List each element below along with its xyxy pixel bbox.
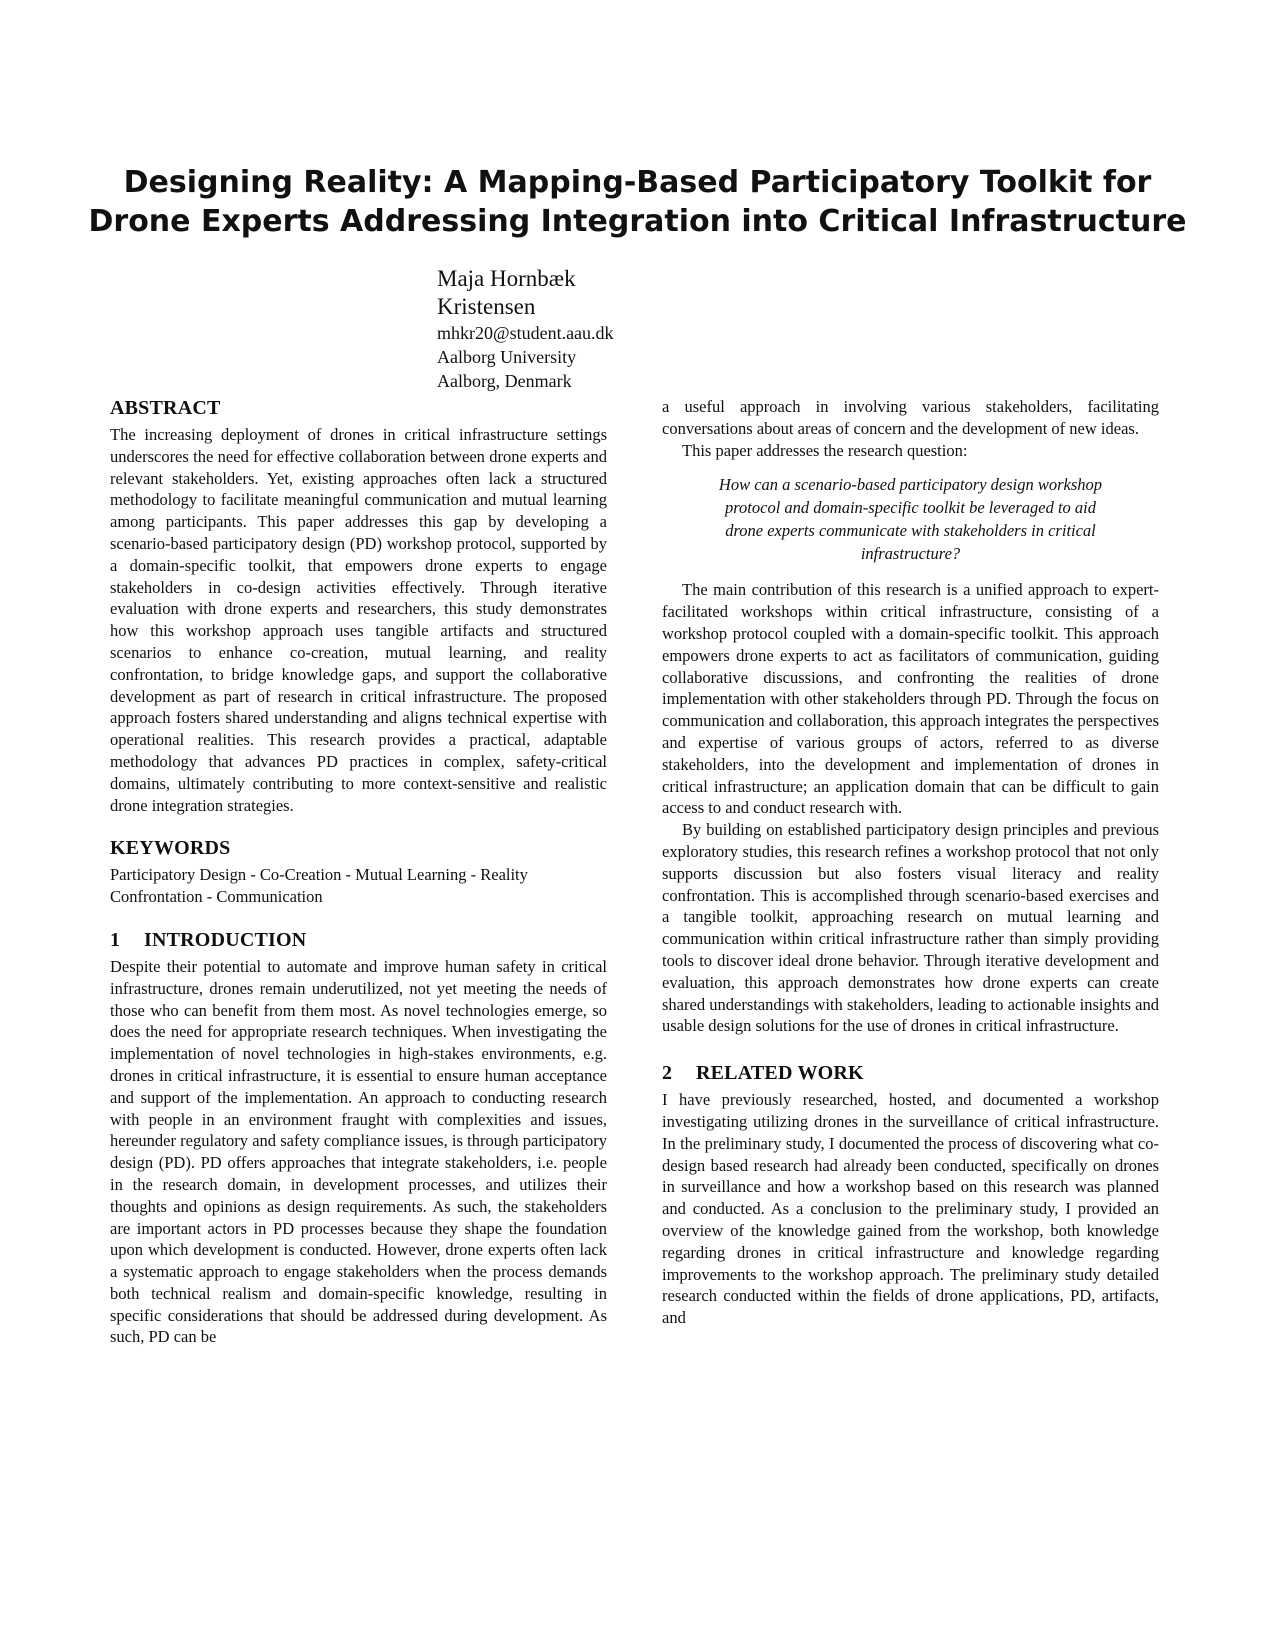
author-email: mhkr20@student.aau.dk	[437, 323, 614, 343]
left-column	[110, 396, 607, 1348]
keywords-heading: KEYWORDS	[110, 837, 231, 860]
author-block	[437, 265, 837, 393]
introduction-paragraph-1-continued: a useful approach in involving various stakeholders, facilitating conversations about areas of concern and the development of new ideas.	[662, 397, 1159, 438]
research-question: How can a scenario-based participatory design workshop protocol and domain-specific toolkit be leveraged to aid drone experts communicate with stakeholders in critical infrastructure?	[718, 475, 1103, 564]
author-name-line1: Maja Hornbæk	[437, 266, 576, 291]
introduction-paragraph-3: The main contribution of this research is a unified approach to expert-facilitated workshops within critical infrastructure, consisting of a workshop protocol coupled with a domain-specific toolkit. This approach empowers drone experts to act as facilitators of communication, guiding collaborative discussions, and confronting the realities of drone implementation with other stakeholders through PD. Through the focus on communication and collaboration, this approach integrates the perspectives and expertise of various groups of actors, referred to as diverse stakeholders, into the development and implementation of drones in critical infrastructure; an application domain that can be difficult to gain access to and conduct research with.	[662, 580, 1159, 818]
introduction-paragraph-2: This paper addresses the research question:	[682, 440, 968, 460]
introduction-paragraph-1: Despite their potential to automate and improve human safety in critical infrastructure, drones remain underutilized, not yet meeting the needs of those who can benefit from them most. As novel technologies emerge, so does the need for appropriate research techniques. When investigating the implementation of novel technologies in high-stakes environments, e.g. drones in critical infrastructure, it is essential to ensure human acceptance and support of the implementation. An approach to conducting research with people in an environment fraught with complexities and issues, hereunder regulatory and safety compliance issues, is through participatory design (PD). PD offers approaches that integrate stakeholders, i.e. people in the research domain, in development processes, and utilizes their thoughts and opinions as design requirements. As such, the stakeholders are important actors in PD processes because they shape the foundation upon which development is conducted. However, drone experts often lack a systematic approach to engage stakeholders when the process demands both technical realism and domain-specific knowledge, resulting in specific considerations that should be addressed during development. As such, PD can be	[110, 956, 607, 1347]
keywords-text: Participatory Design - Co-Creation - Mutual Learning - Reality Confrontation - Communication	[110, 865, 528, 907]
section-number: 2	[662, 1062, 673, 1085]
section-title: RELATED WORK	[696, 1062, 864, 1085]
abstract-text: The increasing deployment of drones in critical infrastructure settings underscores the need for effective collaboration between drone experts and relevant stakeholders. Yet, existing approaches often lack a structured methodology to facilitate meaningful communication and mutual learning among participants. This paper addresses this gap by developing a scenario-based participatory design (PD) workshop protocol, supported by a domain-specific toolkit, that empowers drone experts to engage stakeholders in co-design activities effectively. Through iterative evaluation with drone experts and researchers, this study demonstrates how this workshop approach uses tangible artifacts and structured scenarios to enhance co-creation, mutual learning, and reality confrontation, to bridge knowledge gaps, and support the collaborative development as part of research in critical infrastructure. The proposed approach fosters shared understanding and aligns technical expertise with operational realities. This research provides a practical, adaptable methodology that advances PD practices in complex, safety-critical domains, ultimately contributing to more context-sensitive and realistic drone integration strategies.	[110, 425, 607, 815]
section-title: INTRODUCTION	[144, 928, 307, 951]
author-location: Aalborg, Denmark	[437, 371, 572, 391]
section-number: 1	[110, 928, 121, 951]
right-column	[662, 396, 1159, 1329]
author-name-line2: Kristensen	[437, 294, 536, 319]
abstract-heading: ABSTRACT	[110, 397, 221, 419]
author-affiliation: Aalborg University	[437, 347, 577, 367]
related-work-heading	[662, 1061, 1159, 1085]
introduction-heading	[110, 928, 607, 952]
related-work-paragraph-1: I have previously researched, hosted, and documented a workshop investigating utilizing drones in the surveillance of critical infrastructure. In the preliminary study, I documented the process of discovering what co-design based research had already been conducted, specifically on drones in surveillance and how a workshop based on this research was planned and conducted. As a conclusion to the preliminary study, I provided an overview of the knowledge gained from the workshop, both knowledge regarding drones in critical infrastructure and knowledge regarding improvements to the workshop approach. The preliminary study detailed research conducted within the fields of drone applications, PD, artifacts, and	[662, 1090, 1159, 1328]
introduction-paragraph-4: By building on established participatory design principles and previous exploratory studies, this research refines a workshop protocol that not only supports discussion but also fosters visual literacy and reality confrontation. This is accomplished through scenario-based exercises and a tangible toolkit, approaching research on mutual learning and communication within critical infrastructure rather than simply providing tools to discover ideal drone behavior. Through iterative development and evaluation, this approach demonstrates how drone experts can create shared understandings with stakeholders, leading to actionable insights and usable design solutions for the use of drones in critical infrastructure.	[662, 820, 1159, 1036]
paper-title: Designing Reality: A Mapping-Based Participatory Toolkit for Drone Experts Addressing Integration into Critical Infrastructure	[88, 165, 1187, 239]
